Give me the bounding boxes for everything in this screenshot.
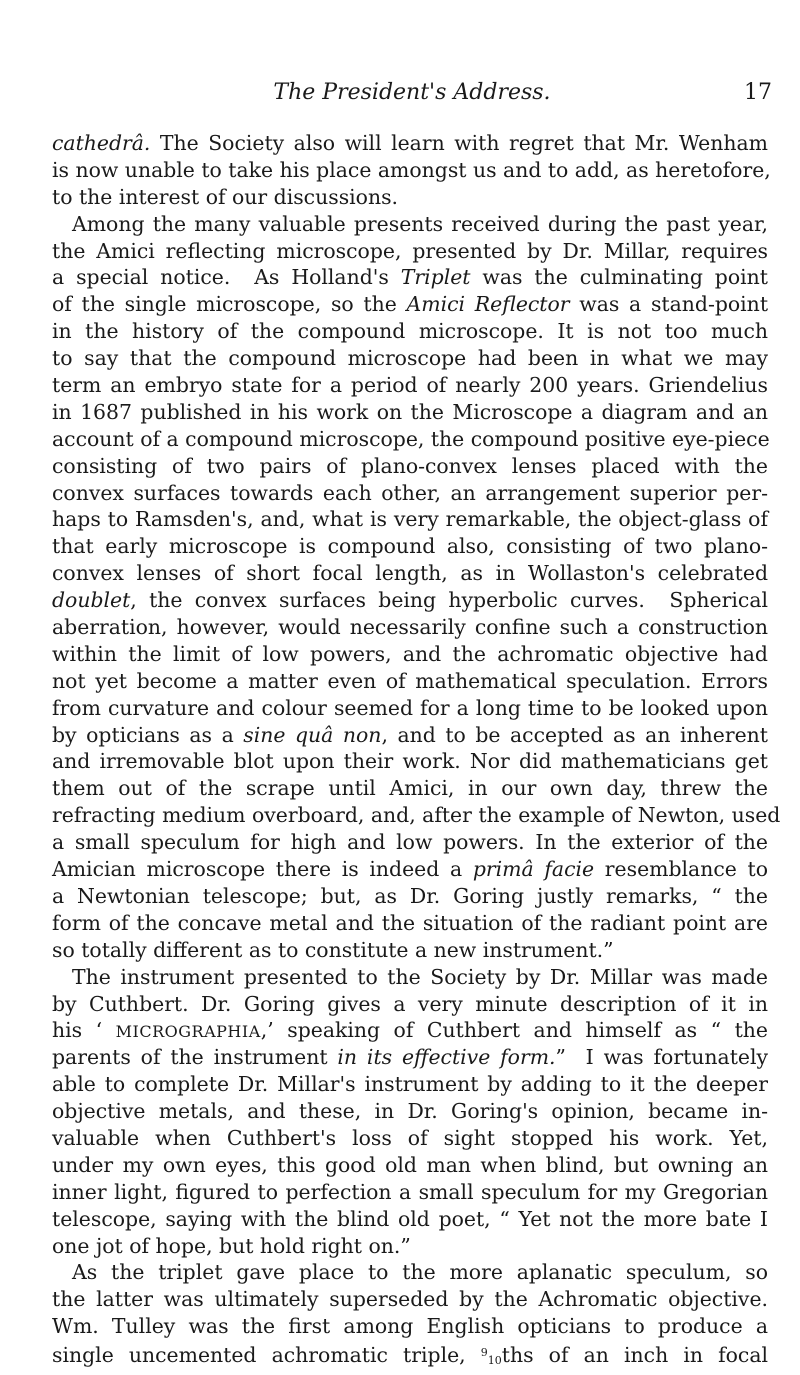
- text-line: form of the concave metal and the situation of the radiant point are: [52, 910, 768, 935]
- small-caps-title: MICROGRAPHIA: [115, 1022, 261, 1042]
- text-line: convex lenses of short focal length, as in Wollaston's celebrated: [52, 561, 768, 586]
- italic-word: doublet: [52, 588, 131, 613]
- running-head: [52, 80, 772, 110]
- text-line: valuable when Cuthbert's loss of sight stopped his work. Yet,: [52, 1125, 768, 1150]
- line-text: The Society also will learn with regret that Mr. Wenham: [159, 131, 768, 155]
- italic-word: cathedrâ.: [52, 131, 151, 155]
- text-line: of the single microscope, so the Amici Reflector was a stand-point: [52, 292, 769, 317]
- running-title: The President's Address.: [273, 80, 551, 105]
- text-line: The instrument presented to the Society by Dr. Millar was made: [72, 964, 768, 989]
- text-line: his ‘ MICROGRAPHIA,’ speaking of Cuthbert and himself as “ the: [52, 1018, 768, 1043]
- text-line: by Cuthbert. Dr. Goring gives a very minute description of it in: [52, 991, 768, 1016]
- text-line: [52, 130, 768, 157]
- fraction-numerator: 9: [480, 1346, 488, 1360]
- text-line: account of a compound microscope, the compound positive eye-piece: [52, 426, 770, 451]
- text-line: term an embryo state for a period of nearly 200 years. Griendelius: [52, 373, 768, 398]
- text-line: in the history of the compound microscope. It is not too much: [52, 319, 768, 344]
- text-line: them out of the scrape until Amici, in our own day, threw the: [52, 776, 768, 801]
- text-line: so totally different as to constitute a new instrument.”: [52, 937, 614, 962]
- text-line: consisting of two pairs of plano-convex lenses placed with the: [52, 453, 768, 478]
- text-line: single uncemented achromatic triple, $^9_{10}$ths of an inch in focal: [52, 1343, 769, 1368]
- text-line: is now unable to take his place amongst us and to add, as heretofore,: [52, 157, 771, 182]
- text-line: a special notice. As Holland's Triplet was the culminating point: [52, 265, 768, 290]
- text-line: within the limit of low powers, and the achromatic objective had: [52, 641, 768, 666]
- text-line: a small speculum for high and low powers. In the exterior of the: [52, 830, 768, 855]
- body-text: [52, 130, 781, 1368]
- text-line: the Amici reflecting microscope, presented by Dr. Millar, requires: [52, 238, 768, 263]
- text-line: parents of the instrument in its effective form.” I was fortunately: [52, 1045, 769, 1070]
- text-line: Among the many valuable presents received during the past year,: [72, 211, 768, 236]
- text-line: that early microscope is compound also, consisting of two plano-: [52, 534, 768, 559]
- text-line: refracting medium overboard, and, after the example of Newton, used: [52, 803, 781, 828]
- italic-word: Triplet: [400, 265, 471, 290]
- text-line: able to complete Dr. Millar's instrument by adding to it the deeper: [52, 1072, 768, 1097]
- text-line: by opticians as a sine quâ non, and to be accepted as an inherent: [52, 722, 768, 747]
- text-line: Wm. Tulley was the first among English opticians to produce a: [52, 1314, 768, 1339]
- text-line: objective metals, and these, in Dr. Goring's opinion, became in-: [52, 1099, 768, 1124]
- text-line: the latter was ultimately superseded by the Achromatic objective.: [52, 1287, 768, 1312]
- text-line: haps to Ramsden's, and, what is very remarkable, the object-glass of: [52, 507, 768, 532]
- page-number: 17: [744, 80, 772, 105]
- text-line: to say that the compound microscope had been in what we may: [52, 346, 768, 371]
- text-line: in 1687 published in his work on the Microscope a diagram and an: [52, 399, 768, 424]
- text-line: telescope, saying with the blind old poet, “ Yet not the more bate I: [52, 1206, 768, 1231]
- text-line: not yet become a matter even of mathematical speculation. Errors: [52, 668, 768, 693]
- text-line: under my own eyes, this good old man when blind, but owning an: [52, 1152, 768, 1177]
- text-line: and irremovable blot upon their work. Nor did mathematicians get: [52, 749, 768, 774]
- text-line: inner light, figured to perfection a small speculum for my Gregorian: [52, 1179, 768, 1204]
- text-line: doublet, the convex surfaces being hyperbolic curves. Spherical: [52, 588, 768, 613]
- fraction-denominator: 10: [487, 1354, 502, 1368]
- italic-word: sine quâ non: [243, 722, 382, 747]
- text-line: one jot of hope, but hold right on.”: [52, 1233, 411, 1258]
- text-line: Amician microscope there is indeed a primâ facie resemblance to: [52, 857, 768, 882]
- text-line: aberration, however, would necessarily confine such a construction: [52, 615, 768, 640]
- italic-word: primâ facie: [472, 857, 595, 882]
- text-line: convex surfaces towards each other, an arrangement superior per-: [52, 480, 768, 505]
- italic-word: Amici Reflector: [406, 292, 570, 317]
- text-line: As the triplet gave place to the more aplanatic speculum, so: [72, 1260, 768, 1285]
- text-line: a Newtonian telescope; but, as Dr. Goring justly remarks, “ the: [52, 883, 768, 908]
- italic-word: in its effective form.: [337, 1045, 556, 1070]
- text-line: from curvature and colour seemed for a long time to be looked upon: [52, 695, 768, 720]
- text-line: to the interest of our discussions.: [52, 184, 399, 209]
